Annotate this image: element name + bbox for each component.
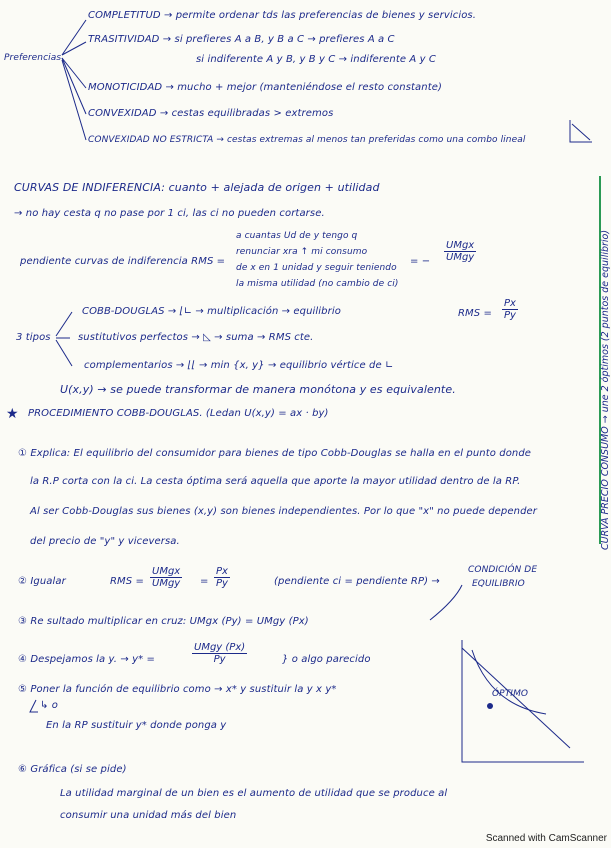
pref-item-3: MONOTICIDAD → mucho + mejor (manteniéndose el resto constante) [88,82,442,93]
p5-hook: ↳ o [40,700,58,711]
price-fraction [502,298,518,321]
p4-line: ④ Despejamos la y. → y* = [18,654,155,665]
p4-fraction [192,642,247,665]
price-denominator: Py [504,310,516,321]
pendiente-label: pendiente curvas de indiferencia RMS = [20,256,226,267]
p4-note: } o algo parecido [282,654,371,665]
p1-line-4: del precio de "y" y viceversa. [30,536,180,547]
p6-line-b2: consumir una unidad más del bien [60,810,237,821]
rms-price-label: RMS = [458,308,492,319]
p6-line-b1: La utilidad marginal de un bien es el aumento de utilidad que se produce al [60,788,448,799]
p2-label: ② Igualar [18,576,66,587]
p6-line: ⑥ Gráfica (si se pide) [18,764,127,775]
margin-note-curva-precio-consumo: CURVA PRECIO CONSUMO → une 2 óptimos (2 puntos de equilibrio) [600,229,611,550]
p1-line-3: Al ser Cobb-Douglas sus bienes (x,y) son bienes independientes. Por lo que "x" no puede depender [30,506,537,517]
p2-px: Px [216,566,228,577]
condicion-line-1: CONDICIÓN DE [468,565,538,575]
p3-line: ③ Re sultado multiplicar en cruz: UMgx (Py) = UMgy (Px) [18,616,309,627]
rms-numerator: UMgx [446,240,475,251]
scanner-watermark: Scanned with CamScanner [485,833,607,844]
pref-item-5: CONVEXIDAD NO ESTRICTA → cestas extremas al menos tan preferidas como una combo lineal [88,135,526,145]
rms-desc-3: de x en 1 unidad y seguir teniendo [236,263,397,273]
preferencias-label: Preferencias [4,53,62,63]
price-numerator: Px [504,298,516,309]
utility-transform-line: U(x,y) → se puede transformar de manera monótona y es equivalente. [60,383,456,396]
pref-item-2: TRASITIVIDAD → si prefieres A a B, y B a C → prefieres A a C [88,34,395,45]
rms-desc-4: la misma utilidad (no cambio de ci) [236,279,399,289]
pref-item-2b: si indiferente A y B, y B y C → indiferente A y C [196,54,436,65]
pref-item-1: COMPLETITUD → permite ordenar tds las preferencias de bienes y servicios. [88,10,477,21]
rms-fraction [444,240,476,263]
p2-equals: = [200,576,209,587]
p1-line-2: la R.P corta con la ci. La cesta óptima será aquella que aporte la mayor utilidad dentro de la RP. [30,476,521,487]
tipo-sustitutivos: sustitutivos perfectos → ◺ → suma → RMS cte. [78,332,314,343]
p2-fraction-price [214,566,230,589]
pref-item-4: CONVEXIDAD → cestas equilibradas > extremos [88,108,334,119]
optimo-label: ÓPTIMO [492,689,529,699]
procedimiento-title: PROCEDIMIENTO COBB-DOUGLAS. (Ledan U(x,y) = ax · by) [28,408,329,419]
p2-umgy: UMgy [152,578,181,589]
rms-desc-1: a cuantas Ud de y tengo q [236,231,358,241]
p5-line-b: En la RP sustituir y* donde ponga y [46,720,227,731]
rms-denominator: UMgy [446,252,475,263]
rms-equals: = − [410,256,431,267]
p1-line-1: ① Explica: El equilibrio del consumidor para bienes de tipo Cobb-Douglas se halla en el punto donde [18,448,532,459]
rms-desc-2: renunciar xra ↑ mi consumo [236,247,368,257]
tipos-label: 3 tipos [16,332,51,343]
optimum-point-marker [487,703,493,709]
tipo-complementarios: complementarios → ⌊⌊ → min {x, y} → equilibrio vértice de ∟ [84,360,394,371]
condicion-line-2: EQUILIBRIO [472,579,525,589]
p4-numerator: UMgy (Px) [194,642,246,653]
p2-note: (pendiente ci = pendiente RP) → [274,576,440,587]
p2-py: Py [216,578,228,589]
curvas-line2: → no hay cesta q no pase por 1 ci, las ci no pueden cortarse. [14,208,325,219]
p2-umgx: UMgx [152,566,181,577]
curvas-title: CURVAS DE INDIFERENCIA: cuanto + alejada de origen + utilidad [14,181,380,194]
p5-line: ⑤ Poner la función de equilibrio como → x* y sustituir la y x y* [18,684,337,695]
p2-fraction-umg [150,566,182,589]
svg-text:★: ★ [6,406,19,422]
tipo-cobb-douglas: COBB-DOUGLAS → ⌊∟ → multiplicación → equilibrio [82,306,341,317]
p2-rms: RMS = [110,576,144,587]
p4-denominator: Py [213,654,226,665]
